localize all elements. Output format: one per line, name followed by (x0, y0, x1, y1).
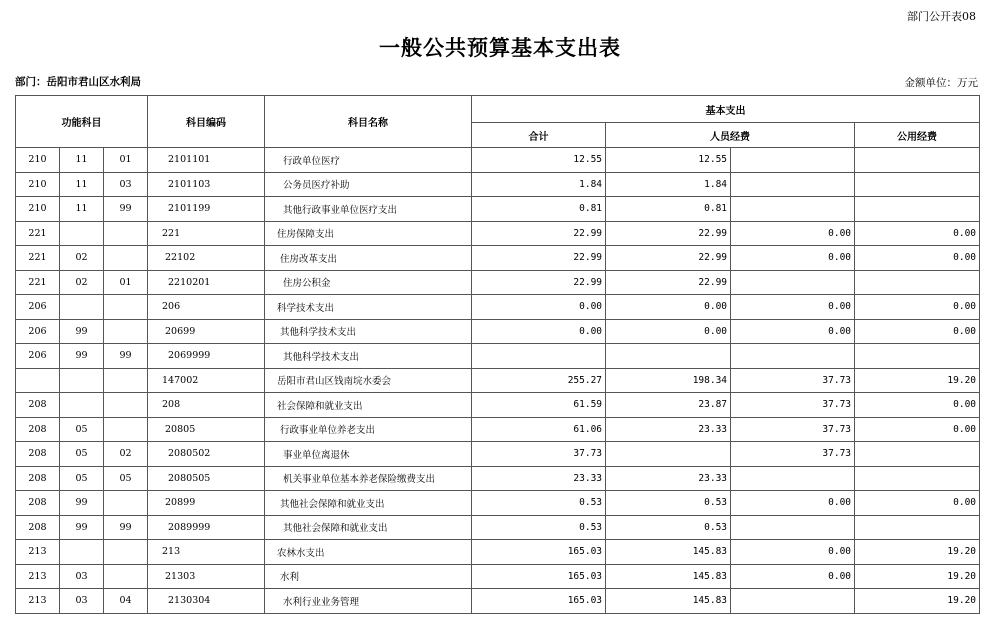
table-body (16, 148, 980, 614)
total-cell (472, 344, 606, 369)
public-cell (855, 172, 980, 197)
subject-code-cell: 147002 (148, 368, 265, 393)
subject-name-cell: 水利行业业务管理 (265, 589, 472, 614)
header-personnel: 人员经费 (606, 123, 855, 148)
personnel-extra-cell: 37.73 (731, 417, 855, 442)
item-cell: 01 (104, 270, 148, 295)
section-cell: 05 (60, 417, 104, 442)
total-cell: 165.03 (472, 540, 606, 565)
subject-code-cell: 2080505 (148, 466, 265, 491)
subject-name-cell: 其他科学技术支出 (265, 319, 472, 344)
personnel-cell: 145.83 (606, 540, 731, 565)
header-public: 公用经费 (855, 123, 980, 148)
class-cell: 221 (16, 270, 60, 295)
section-cell: 99 (60, 344, 104, 369)
total-cell: 12.55 (472, 148, 606, 173)
page-title: 一般公共预算基本支出表 (379, 35, 621, 60)
public-cell (855, 466, 980, 491)
personnel-extra-cell (731, 515, 855, 540)
personnel-cell: 0.81 (606, 197, 731, 222)
header-subject-code: 科目编码 (148, 96, 265, 148)
subject-name-cell: 住房改革支出 (265, 246, 472, 271)
total-cell: 255.27 (472, 368, 606, 393)
personnel-cell: 145.83 (606, 589, 731, 614)
personnel-cell: 23.33 (606, 417, 731, 442)
public-cell: 0.00 (855, 417, 980, 442)
subject-name-cell: 公务员医疗补助 (265, 172, 472, 197)
table-row (16, 417, 980, 442)
subject-name-cell: 其他行政事业单位医疗支出 (265, 197, 472, 222)
subject-code-cell: 2080502 (148, 442, 265, 467)
item-cell: 02 (104, 442, 148, 467)
subject-code-cell: 21303 (148, 564, 265, 589)
item-cell: 01 (104, 148, 148, 173)
personnel-cell: 0.00 (606, 295, 731, 320)
amount-unit-label: 金额单位：万元 (904, 77, 978, 89)
item-cell (104, 393, 148, 418)
section-cell: 11 (60, 172, 104, 197)
item-cell: 04 (104, 589, 148, 614)
section-cell (60, 221, 104, 246)
item-cell (104, 246, 148, 271)
total-cell: 22.99 (472, 270, 606, 295)
class-cell: 206 (16, 319, 60, 344)
table-row (16, 221, 980, 246)
public-cell (855, 344, 980, 369)
table-row (16, 197, 980, 222)
personnel-cell (606, 344, 731, 369)
subject-code-cell: 221 (148, 221, 265, 246)
item-cell (104, 417, 148, 442)
personnel-extra-cell (731, 172, 855, 197)
personnel-cell: 145.83 (606, 564, 731, 589)
personnel-extra-cell: 0.00 (731, 221, 855, 246)
table-row (16, 393, 980, 418)
public-cell: 0.00 (855, 221, 980, 246)
class-cell: 210 (16, 197, 60, 222)
total-cell: 22.99 (472, 221, 606, 246)
section-cell (60, 540, 104, 565)
table-row (16, 148, 980, 173)
class-cell: 213 (16, 589, 60, 614)
personnel-extra-cell: 0.00 (731, 564, 855, 589)
table-row (16, 368, 980, 393)
personnel-cell: 22.99 (606, 221, 731, 246)
subject-code-cell: 20699 (148, 319, 265, 344)
personnel-cell: 22.99 (606, 246, 731, 271)
item-cell (104, 540, 148, 565)
subject-name-cell: 其他社会保障和就业支出 (265, 515, 472, 540)
total-cell: 0.53 (472, 491, 606, 516)
header-func-subject: 功能科目 (16, 96, 148, 148)
table-row (16, 491, 980, 516)
public-cell: 19.20 (855, 540, 980, 565)
public-cell (855, 148, 980, 173)
subject-name-cell: 行政单位医疗 (265, 148, 472, 173)
personnel-extra-cell: 37.73 (731, 393, 855, 418)
class-cell: 221 (16, 246, 60, 271)
item-cell (104, 319, 148, 344)
subject-name-cell: 行政事业单位养老支出 (265, 417, 472, 442)
personnel-cell: 0.53 (606, 491, 731, 516)
header-subject-name: 科目名称 (265, 96, 472, 148)
class-cell: 213 (16, 564, 60, 589)
subject-code-cell: 213 (148, 540, 265, 565)
class-cell: 208 (16, 515, 60, 540)
table-row (16, 589, 980, 614)
item-cell: 99 (104, 515, 148, 540)
table-row (16, 319, 980, 344)
public-cell: 19.20 (855, 368, 980, 393)
total-cell: 165.03 (472, 564, 606, 589)
personnel-cell: 22.99 (606, 270, 731, 295)
personnel-cell: 23.87 (606, 393, 731, 418)
table-row (16, 172, 980, 197)
section-cell: 99 (60, 319, 104, 344)
class-cell (16, 368, 60, 393)
public-cell: 0.00 (855, 491, 980, 516)
public-cell (855, 515, 980, 540)
section-cell: 03 (60, 589, 104, 614)
class-cell: 210 (16, 172, 60, 197)
class-cell: 208 (16, 442, 60, 467)
subject-name-cell: 机关事业单位基本养老保险缴费支出 (265, 466, 472, 491)
item-cell (104, 491, 148, 516)
item-cell (104, 295, 148, 320)
public-cell (855, 197, 980, 222)
total-cell: 1.84 (472, 172, 606, 197)
class-cell: 206 (16, 344, 60, 369)
total-cell: 0.81 (472, 197, 606, 222)
public-cell: 19.20 (855, 564, 980, 589)
subject-name-cell: 住房保障支出 (265, 221, 472, 246)
class-cell: 208 (16, 417, 60, 442)
personnel-extra-cell (731, 344, 855, 369)
public-cell: 0.00 (855, 319, 980, 344)
personnel-extra-cell (731, 148, 855, 173)
public-cell: 0.00 (855, 295, 980, 320)
personnel-extra-cell: 0.00 (731, 319, 855, 344)
table-row (16, 442, 980, 467)
subject-name-cell: 其他社会保障和就业支出 (265, 491, 472, 516)
subject-code-cell: 20805 (148, 417, 265, 442)
table-row (16, 564, 980, 589)
subject-code-cell: 2130304 (148, 589, 265, 614)
personnel-cell (606, 442, 731, 467)
personnel-extra-cell: 0.00 (731, 246, 855, 271)
public-cell (855, 270, 980, 295)
personnel-cell: 1.84 (606, 172, 731, 197)
item-cell: 03 (104, 172, 148, 197)
subject-code-cell: 22102 (148, 246, 265, 271)
personnel-extra-cell: 37.73 (731, 368, 855, 393)
total-cell: 37.73 (472, 442, 606, 467)
subject-name-cell: 岳阳市君山区钱南垸水委会 (265, 368, 472, 393)
table-row (16, 515, 980, 540)
subject-name-cell: 科学技术支出 (265, 295, 472, 320)
public-cell (855, 442, 980, 467)
table-row (16, 246, 980, 271)
header-total: 合计 (472, 123, 606, 148)
subject-name-cell: 农林水支出 (265, 540, 472, 565)
subject-name-cell: 水利 (265, 564, 472, 589)
personnel-extra-cell: 37.73 (731, 442, 855, 467)
public-cell: 0.00 (855, 393, 980, 418)
item-cell (104, 221, 148, 246)
total-cell: 0.00 (472, 295, 606, 320)
section-cell: 03 (60, 564, 104, 589)
public-cell: 19.20 (855, 589, 980, 614)
section-cell: 11 (60, 197, 104, 222)
subject-code-cell: 206 (148, 295, 265, 320)
subject-code-cell: 2101199 (148, 197, 265, 222)
table-row (16, 270, 980, 295)
personnel-extra-cell (731, 197, 855, 222)
form-number: 部门公开表08 (907, 10, 976, 23)
personnel-extra-cell (731, 589, 855, 614)
class-cell: 221 (16, 221, 60, 246)
table-row (16, 466, 980, 491)
class-cell: 208 (16, 491, 60, 516)
subject-code-cell: 208 (148, 393, 265, 418)
section-cell: 05 (60, 466, 104, 491)
subject-code-cell: 2089999 (148, 515, 265, 540)
personnel-cell: 198.34 (606, 368, 731, 393)
subject-name-cell: 事业单位离退休 (265, 442, 472, 467)
personnel-extra-cell (731, 270, 855, 295)
table-row (16, 540, 980, 565)
subject-code-cell: 2210201 (148, 270, 265, 295)
total-cell: 23.33 (472, 466, 606, 491)
subject-code-cell: 2101103 (148, 172, 265, 197)
class-cell: 210 (16, 148, 60, 173)
department-label: 部门：岳阳市君山区水利局 (15, 76, 141, 88)
personnel-extra-cell: 0.00 (731, 295, 855, 320)
personnel-cell: 23.33 (606, 466, 731, 491)
subject-code-cell: 2101101 (148, 148, 265, 173)
budget-table (15, 95, 980, 614)
total-cell: 61.06 (472, 417, 606, 442)
personnel-extra-cell (731, 466, 855, 491)
section-cell: 02 (60, 270, 104, 295)
section-cell (60, 295, 104, 320)
header-basic-expenditure: 基本支出 (472, 96, 980, 123)
section-cell: 11 (60, 148, 104, 173)
section-cell: 05 (60, 442, 104, 467)
section-cell (60, 393, 104, 418)
total-cell: 165.03 (472, 589, 606, 614)
total-cell: 0.00 (472, 319, 606, 344)
total-cell: 0.53 (472, 515, 606, 540)
subject-name-cell: 社会保障和就业支出 (265, 393, 472, 418)
section-cell: 99 (60, 491, 104, 516)
subject-code-cell: 2069999 (148, 344, 265, 369)
personnel-cell: 0.00 (606, 319, 731, 344)
personnel-extra-cell: 0.00 (731, 491, 855, 516)
subject-name-cell: 其他科学技术支出 (265, 344, 472, 369)
item-cell: 99 (104, 197, 148, 222)
section-cell: 02 (60, 246, 104, 271)
section-cell: 99 (60, 515, 104, 540)
item-cell: 05 (104, 466, 148, 491)
class-cell: 213 (16, 540, 60, 565)
section-cell (60, 368, 104, 393)
subject-code-cell: 20899 (148, 491, 265, 516)
item-cell (104, 564, 148, 589)
public-cell: 0.00 (855, 246, 980, 271)
class-cell: 208 (16, 466, 60, 491)
item-cell: 99 (104, 344, 148, 369)
table-row (16, 344, 980, 369)
personnel-cell: 12.55 (606, 148, 731, 173)
class-cell: 208 (16, 393, 60, 418)
total-cell: 22.99 (472, 246, 606, 271)
item-cell (104, 368, 148, 393)
personnel-cell: 0.53 (606, 515, 731, 540)
table-row (16, 295, 980, 320)
class-cell: 206 (16, 295, 60, 320)
total-cell: 61.59 (472, 393, 606, 418)
subject-name-cell: 住房公积金 (265, 270, 472, 295)
personnel-extra-cell: 0.00 (731, 540, 855, 565)
